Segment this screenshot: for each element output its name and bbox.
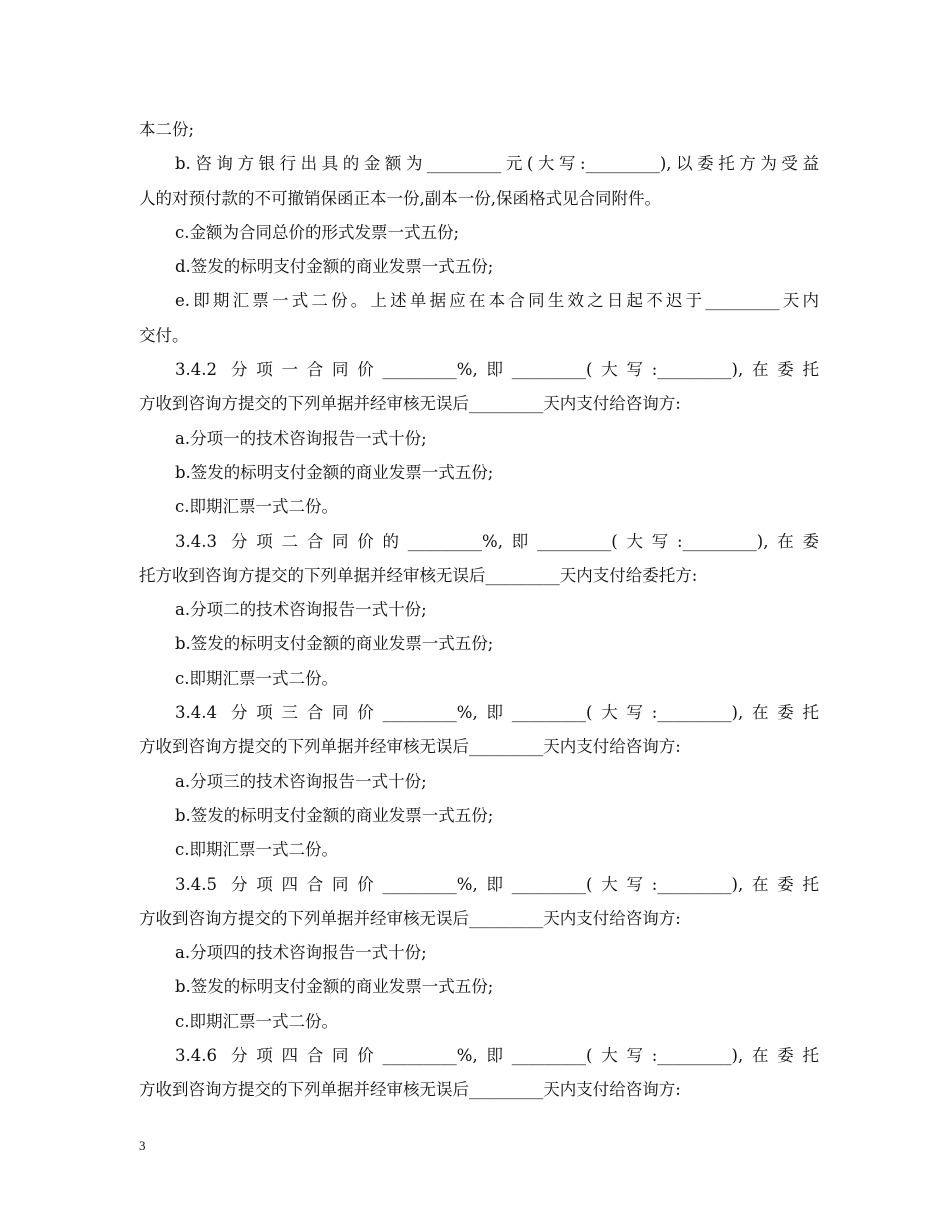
text-line: d.签发的标明支付金额的商业发票一式五份; (175, 257, 494, 277)
text-line: 托方收到咨询方提交的下列单据并经审核无误后_________天内支付给委托方: (139, 565, 698, 585)
text-line: c.即期汇票一式二份。 (175, 668, 338, 688)
text-line: b.签发的标明支付金额的商业发票一式五份; (175, 634, 494, 654)
text-line: 方收到咨询方提交的下列单据并经审核无误后_________天内支付给咨询方: (139, 737, 681, 757)
text-line: 3.4.3 分项二合同价的_________%,即_________(大写:_________),在委 (175, 531, 819, 551)
text-line: b.咨询方银行出具的金额为_________元(大写:_________),以委托方为受益 (175, 154, 819, 174)
text-line: c.金额为合同总价的形式发票一式五份; (175, 222, 460, 242)
text-line: 方收到咨询方提交的下列单据并经审核无误后_________天内支付给咨询方: (139, 908, 681, 928)
text-line: 3.4.5 分项四合同价_________%,即_________(大写:_________),在委托 (175, 874, 819, 894)
text-line: e.即期汇票一式二份。上述单据应在本合同生效之日起不迟于_________天内 (175, 291, 819, 311)
text-line: 3.4.6 分项四合同价_________%,即_________(大写:_________),在委托 (175, 1046, 819, 1066)
text-line: 本二份; (139, 120, 195, 139)
text-line: 3.4.2 分项一合同价_________%,即_________(大写:_________),在委托 (175, 360, 819, 380)
text-line: a.分项三的技术咨询报告一式十份; (175, 771, 427, 791)
text-line: b.签发的标明支付金额的商业发票一式五份; (175, 977, 494, 997)
text-line: c.即期汇票一式二份。 (175, 840, 338, 860)
text-line: 交付。 (139, 325, 189, 345)
text-line: 3.4.4 分项三合同价_________%,即_________(大写:_________),在委托 (175, 703, 819, 723)
text-line: 方收到咨询方提交的下列单据并经审核无误后_________天内支付给咨询方: (139, 394, 681, 414)
document-body (139, 113, 819, 1108)
text-line: b.签发的标明支付金额的商业发票一式五份; (175, 805, 494, 825)
text-line: 方收到咨询方提交的下列单据并经审核无误后_________天内支付给咨询方: (139, 1080, 681, 1100)
text-line: c.即期汇票一式二份。 (175, 1011, 338, 1031)
text-line: a.分项四的技术咨询报告一式十份; (175, 943, 427, 963)
text-line: a.分项二的技术咨询报告一式十份; (175, 600, 427, 620)
text-line: c.即期汇票一式二份。 (175, 497, 338, 517)
page-number: 3 (139, 1138, 146, 1153)
text-line: a.分项一的技术咨询报告一式十份; (175, 428, 427, 448)
text-line: b.签发的标明支付金额的商业发票一式五份; (175, 462, 494, 482)
text-line: 人的对预付款的不可撤销保函正本一份,副本一份,保函格式见合同附件。 (139, 188, 661, 208)
